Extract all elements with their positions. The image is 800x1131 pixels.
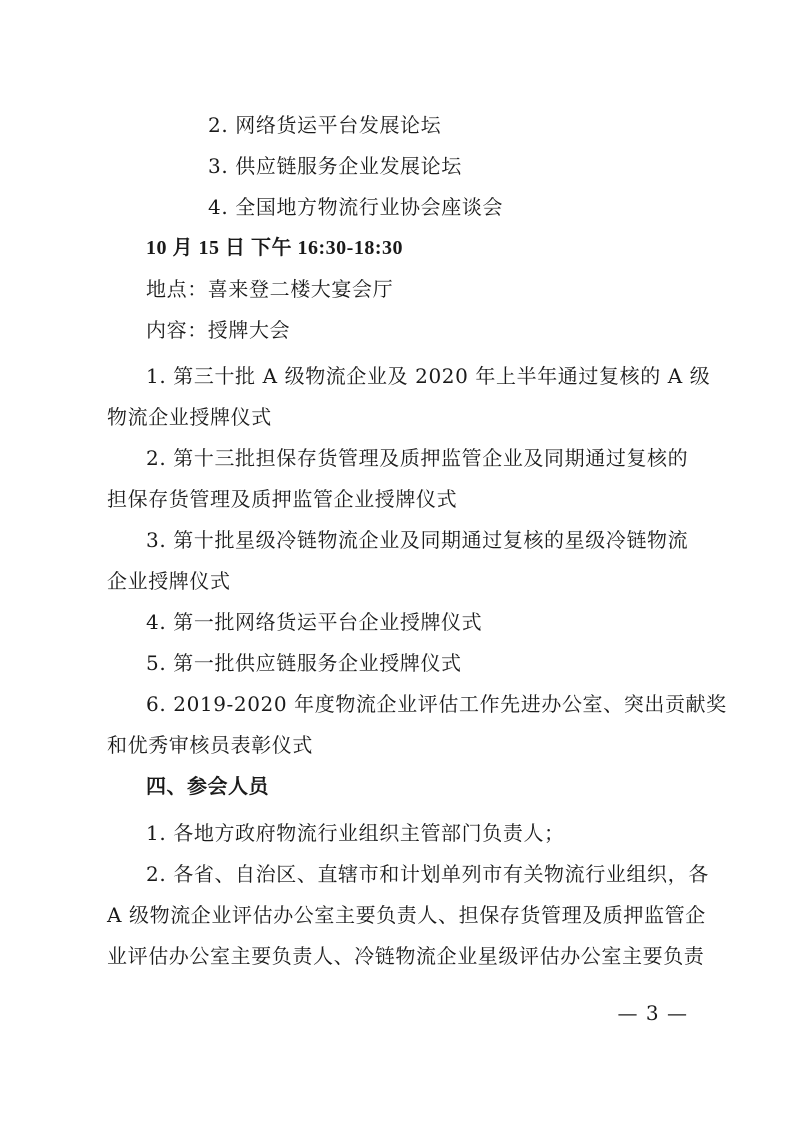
attendee-item-2-cont-2: 业评估办公室主要负责人、冷链物流企业星级评估办公室主要负责: [107, 944, 705, 968]
attendee-item-2-cont-1: A 级物流企业评估办公室主要负责人、担保存货管理及质押监管企: [107, 903, 706, 927]
attendee-item-2: 2. 各省、自治区、直辖市和计划单列市有关物流行业组织，各: [146, 862, 709, 886]
forum-item-2: 2. 网络货运平台发展论坛: [208, 113, 442, 137]
ceremony-item-1: 1. 第三十批 A 级物流企业及 2020 年上半年通过复核的 A 级: [146, 364, 711, 388]
schedule-heading: 10 月 15 日 下午 16:30-18:30: [146, 237, 403, 259]
ceremony-item-6: 6. 2019-2020 年度物流企业评估工作先进办公室、突出贡献奖: [146, 692, 727, 716]
ceremony-item-1-cont: 物流企业授牌仪式: [107, 405, 272, 429]
ceremony-item-2-cont: 担保存货管理及质押监管企业授牌仪式: [107, 487, 458, 511]
forum-item-4: 4. 全国地方物流行业协会座谈会: [208, 195, 504, 219]
ceremony-item-6-cont: 和优秀审核员表彰仪式: [107, 733, 313, 757]
section-heading-attendees: 四、参会人员: [146, 776, 269, 798]
ceremony-item-5: 5. 第一批供应链服务企业授牌仪式: [146, 651, 462, 675]
content-line: 内容：授牌大会: [146, 318, 291, 342]
ceremony-item-2: 2. 第十三批担保存货管理及质押监管企业及同期通过复核的: [146, 446, 689, 470]
ceremony-item-4: 4. 第一批网络货运平台企业授牌仪式: [146, 610, 483, 634]
ceremony-item-3-cont: 企业授牌仪式: [107, 569, 231, 593]
page-number: — 3 —: [617, 1001, 688, 1025]
ceremony-item-3: 3. 第十批星级冷链物流企业及同期通过复核的星级冷链物流: [146, 528, 689, 552]
forum-item-3: 3. 供应链服务企业发展论坛: [208, 154, 462, 178]
location-line: 地点：喜来登二楼大宴会厅: [146, 277, 394, 301]
attendee-item-1: 1. 各地方政府物流行业组织主管部门负责人；: [146, 821, 565, 845]
